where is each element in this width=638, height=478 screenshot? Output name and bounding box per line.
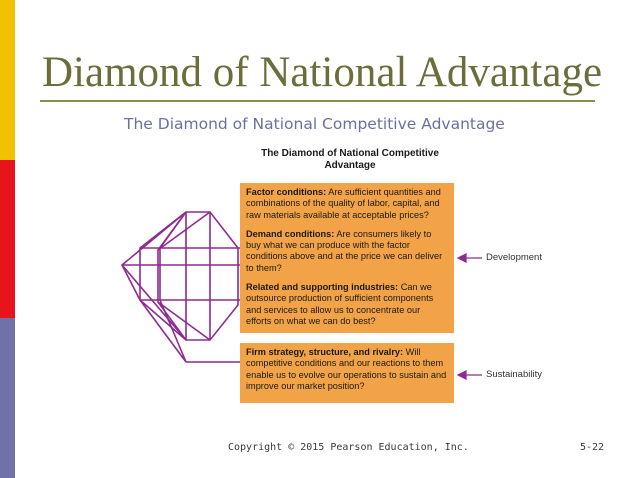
diamond-shape [122, 212, 240, 362]
firm-strategy [246, 347, 448, 392]
related-industries [246, 282, 448, 327]
slide-subtitle: The Diamond of National Competitive Advantage [124, 115, 505, 133]
figure-title-line2: Advantage [324, 160, 376, 171]
sustainability-label: Sustainability [486, 369, 542, 380]
slide-title: Diamond of National Advantage [42, 49, 603, 96]
development-label: Development [486, 252, 542, 263]
related-heading: Related and supporting industries: [246, 282, 399, 293]
factor-text: Are sufficient quantities and combinations of the quality of labor, capital, and raw materials available at acceptable prices? [246, 187, 441, 220]
arrows [458, 254, 482, 379]
copyright-text: Copyright © 2015 Pearson Education, Inc. [228, 442, 469, 453]
demand-conditions [246, 229, 448, 274]
firm-text: Will competitive conditions and our reactions to them enable us to evolve our operations to sustain and improve our market position? [246, 347, 447, 391]
firm-heading: Firm strategy, structure, and rivalry: [246, 347, 404, 357]
factor-conditions [246, 187, 448, 221]
slide-number: 5-22 [580, 442, 605, 453]
factor-heading: Factor conditions: [246, 187, 327, 197]
related-text: Can we outsource production of sufficient components and services to allow us to concentrate our efforts on what we can do best? [246, 282, 434, 326]
figure-title-line1: The Diamond of National Competitive [261, 148, 439, 159]
demand-heading: Demand conditions: [246, 228, 335, 239]
sustainability-arrowhead [458, 371, 466, 379]
demand-text: Are consumers likely to buy what we can produce with the factor conditions above and at the price we can deliver to them? [246, 228, 443, 273]
firm-strategy-box [240, 343, 454, 403]
diamond-conditions-box [240, 183, 454, 333]
development-arrowhead [458, 254, 466, 262]
